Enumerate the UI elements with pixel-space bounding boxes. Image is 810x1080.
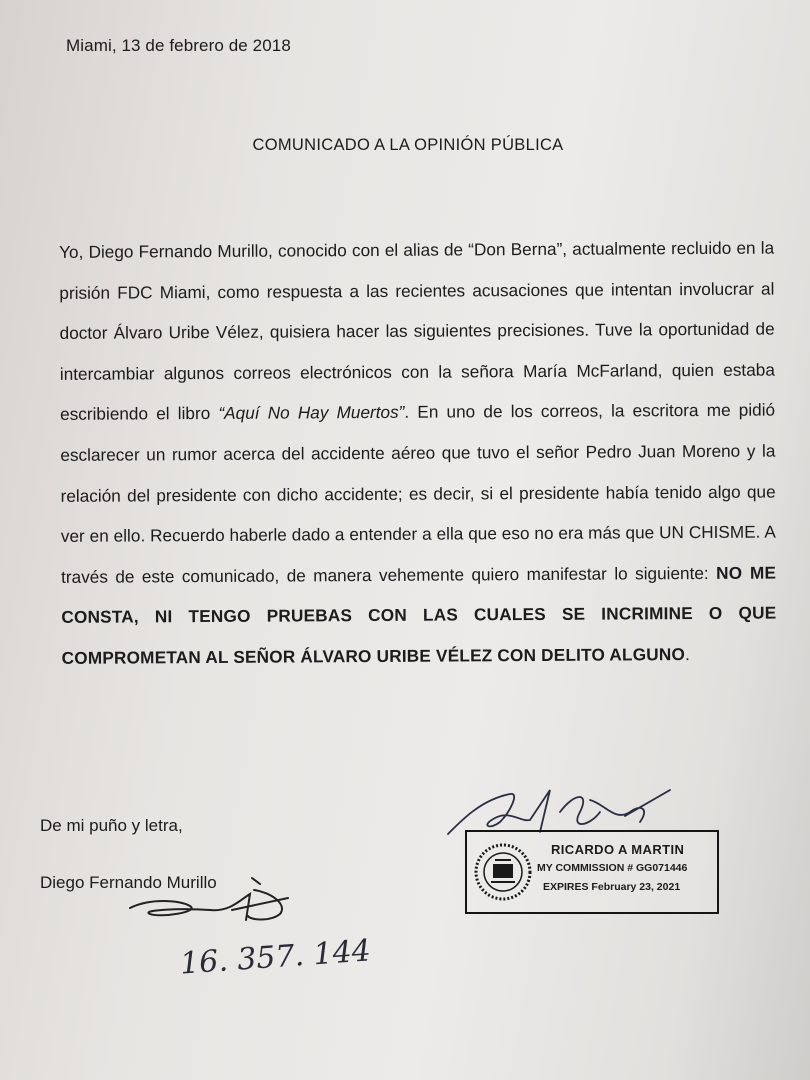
notary-seal-icon [473, 842, 533, 902]
notary-stamp [465, 830, 719, 914]
body-text-part2: . En uno de los correos, la escritora me pidió esclarecer un rumor acerca del accidente aéreo que tuvo el señor Pedro Juan Moreno y la relación del presidente con dicho accidente; es decir, si el presidente había tenido algo que ver en ello. Recuerdo haberle dado a entender a ella que eso no era más que UN CHISME. A través de este comunicado, de manera vehemente quiero manifestar lo siguiente: [60, 399, 776, 587]
bold-statement: NO ME CONSTA, NI TENGO PRUEBAS CON LAS CUALES SE INCRIMINE O QUE COMPROMETAN AL SEÑOR ÁLVARO URIBE VÉLEZ CON DELITO ALGUNO [61, 562, 777, 668]
notary-expiration: EXPIRES February 23, 2021 [543, 881, 681, 893]
notary-name: RICARDO A MARTIN [551, 842, 685, 857]
body-end: . [685, 644, 690, 665]
letter-date: Miami, 13 de febrero de 2018 [66, 36, 291, 55]
id-number-handwritten: 16. 357. 144 [179, 933, 372, 982]
closing-phrase: De mi puño y letra, [40, 816, 183, 835]
letter-title: COMUNICADO A LA OPINIÓN PÚBLICA [252, 136, 564, 154]
handwritten-signature-left [120, 870, 300, 930]
body-text-part1: Yo, Diego Fernando Murillo, conocido con el alias de “Don Berna”, actualmente recluido en la prisión FDC Miami, como respuesta a las recientes acusaciones que intentan involucrar al doctor Álvaro Uribe Vélez, quisiera hacer las siguientes precisiones. Tuve la oportunidad de intercambiar algunos correos electrónicos con la señora María McFarland, quien estaba escribiendo el libro [59, 237, 775, 425]
body-paragraph [44, 228, 777, 679]
notary-commission: MY COMMISSION # GG071446 [537, 862, 688, 874]
book-title: “Aquí No Hay Muertos” [218, 402, 405, 424]
signer-name: Diego Fernando Murillo [40, 873, 217, 892]
letter-body [44, 228, 777, 679]
